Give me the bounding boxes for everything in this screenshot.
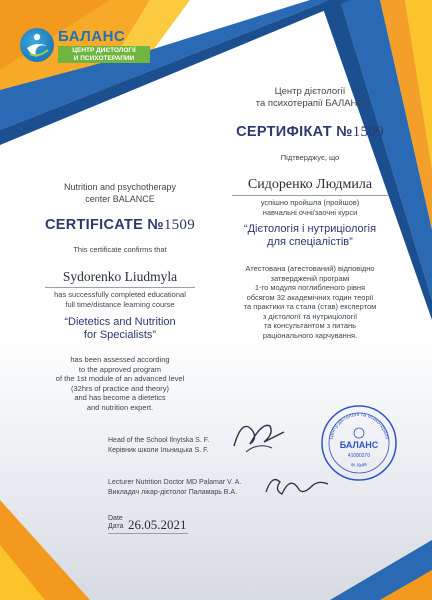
date-label-en: Date xyxy=(108,515,123,522)
stamp-bottom-text: м. Київ xyxy=(350,461,368,469)
center-logo xyxy=(20,26,150,70)
en-assessed-line: (32hrs of practice and theory) xyxy=(71,383,169,393)
ua-confirms: Підтверджує, що xyxy=(280,153,340,162)
ua-completed xyxy=(230,198,390,217)
date-label xyxy=(108,515,124,531)
en-completed-line2: full time/distance learning course xyxy=(65,299,175,309)
head-name-en: Head of the School Ilnytska S. F. xyxy=(108,437,210,444)
date-label-ua: Дата xyxy=(108,523,124,530)
en-assessed-line: has been assessed according xyxy=(70,355,170,364)
ua-assessed-line: та консультантом з питань xyxy=(263,321,357,330)
center-stamp xyxy=(320,404,398,482)
en-assessed-text xyxy=(35,355,205,412)
lecturer-name-ua: Викладач лікар-дієтолог Паламарь В.А. xyxy=(108,488,238,496)
logo-name: БАЛАНС xyxy=(58,28,126,45)
en-completed xyxy=(35,290,205,309)
ua-assessed-text xyxy=(222,264,398,340)
ua-name-underline xyxy=(232,195,388,196)
date-underline xyxy=(108,533,188,534)
ua-certificate-title xyxy=(225,124,395,141)
en-assessed-line: and has become a dietetics xyxy=(74,393,166,402)
ua-course-line2: для спеціалістів” xyxy=(267,235,353,248)
stamp-code: 41080270 xyxy=(347,453,371,459)
ua-center-line2: та психотерапії БАЛАНС xyxy=(255,98,365,109)
ua-assessed-line: 1-го модуля поглибленого рівня xyxy=(254,283,366,292)
stamp-name: БАЛАНС xyxy=(339,440,379,450)
lecturer-name-en: Lecturer Nutrition Doctor MD Palamar V. A. xyxy=(108,479,242,486)
stamp-top-text: Центр дієтології та психотерапії xyxy=(328,411,390,440)
en-name-underline xyxy=(45,287,195,288)
ua-center-line1: Центр дієтології xyxy=(274,86,346,97)
en-center-line2: center BALANCE xyxy=(85,194,155,204)
en-assessed-line: of the 1st module of an advanced level xyxy=(55,374,185,383)
en-assessed-line: to the approved program xyxy=(78,364,162,374)
lecturer-signature-caption xyxy=(108,478,268,497)
head-signature-caption xyxy=(108,436,238,455)
en-course-line1: “Dietetics and Nutrition xyxy=(64,316,176,328)
ua-course-title xyxy=(222,223,398,248)
svg-text:м. Київ xyxy=(350,462,368,469)
ua-certificate-number: 1509 xyxy=(352,124,384,140)
en-center-name xyxy=(40,181,200,205)
en-course-line2: for Specialists” xyxy=(83,328,157,341)
ua-center-name xyxy=(235,86,385,110)
head-name-ua: Керівник школи Ільницька S. F. xyxy=(108,446,209,454)
logo-subtitle xyxy=(58,46,150,63)
en-certificate-title xyxy=(30,217,210,234)
en-assessed-line: and nutrition expert. xyxy=(86,402,154,412)
ua-assessed-line: раціонального харчування. xyxy=(262,330,358,340)
ua-completed-line2: навчальні очні/заочні курси xyxy=(262,207,358,217)
logo-subtitle-line2: И ПСИХОТЕРАПИИ xyxy=(73,54,135,62)
svg-text:Центр дієтології та психотерап xyxy=(328,412,390,440)
logo-emblem-icon xyxy=(20,28,54,62)
head-signature-icon xyxy=(228,412,288,456)
issue-date: 26.05.2021 xyxy=(128,517,187,532)
ua-course-line1: “Дієтологія і нутриціологія xyxy=(243,223,377,235)
ua-assessed-line: затвердженій програмі xyxy=(270,273,350,283)
en-recipient-name: Sydorenko Liudmyla xyxy=(62,269,178,284)
ua-assessed-line: Атестована (атестований) відповідно xyxy=(245,264,375,273)
en-center-line1: Nutrition and psychotherapy xyxy=(63,182,177,192)
en-completed-line1: has successfully completed educational xyxy=(54,290,186,299)
en-certificate-word: CERTIFICATE № xyxy=(44,217,164,233)
en-course-title xyxy=(35,316,205,341)
en-certificate-number: 1509 xyxy=(163,217,196,233)
ua-recipient-name: Сидоренко Людмила xyxy=(247,177,373,192)
logo-subtitle-line1: ЦЕНТР ДИЄТОЛОГІЇ xyxy=(72,47,136,54)
ua-assessed-line: обсягом 32 академічних годин теорії xyxy=(246,292,374,302)
ua-assessed-line: та практики та стала (став) експертом xyxy=(243,302,377,311)
ua-completed-line1: успішно пройшла (пройшов) xyxy=(260,198,360,207)
en-confirms: This certificate confirms that xyxy=(73,245,167,254)
ua-certificate-word: СЕРТИФІКАТ № xyxy=(236,124,353,140)
ua-assessed-line: з дієтології та нутриціології xyxy=(262,311,358,321)
